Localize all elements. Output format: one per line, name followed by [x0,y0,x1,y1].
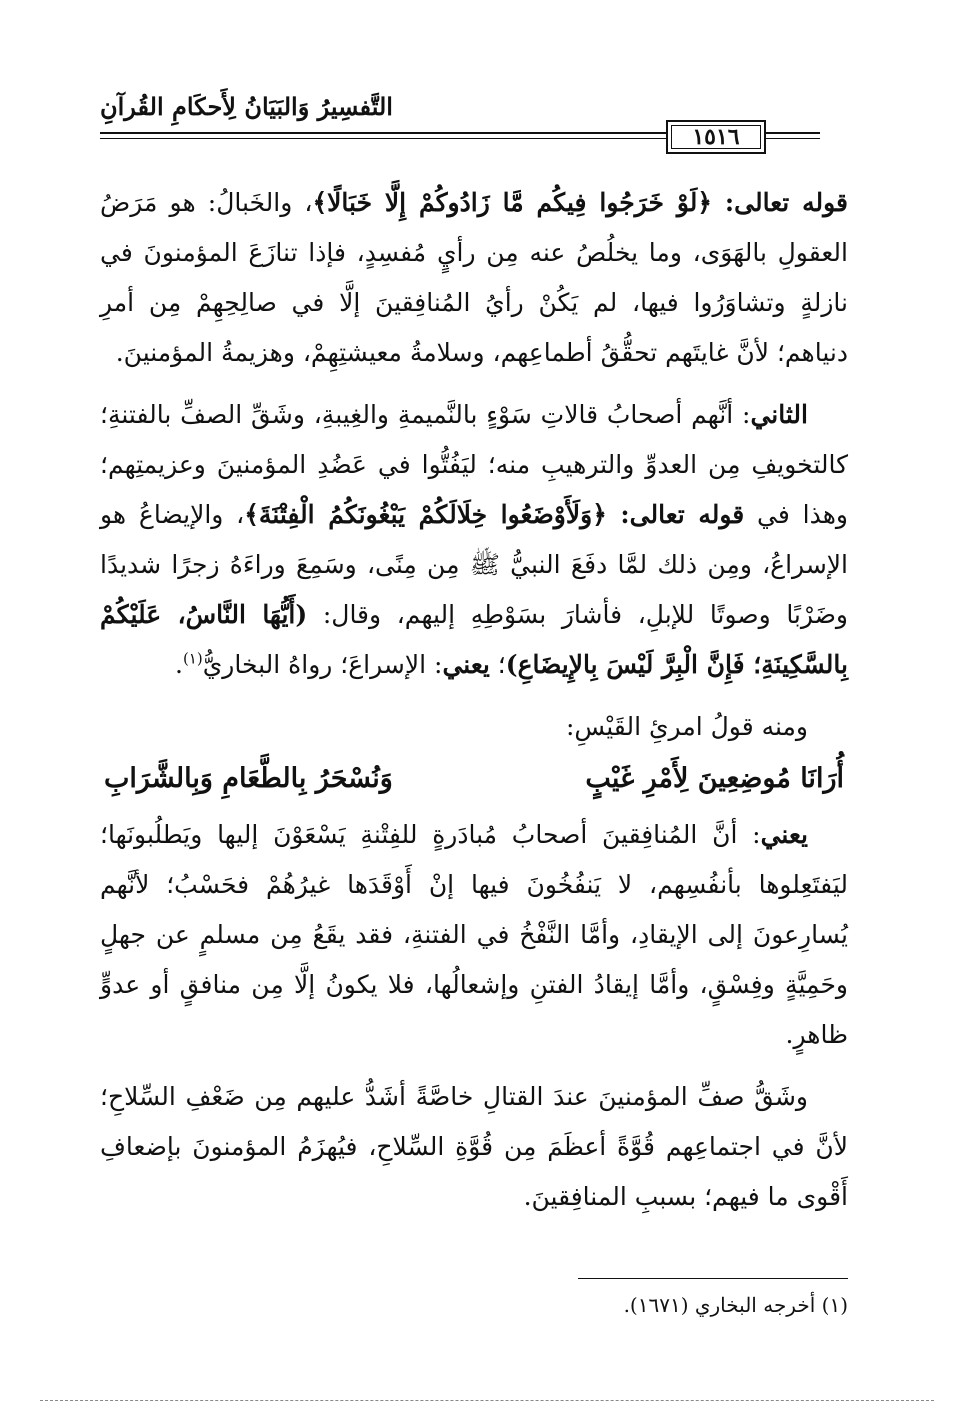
poem-hemistich-1: أُرَانَا مُوضِعِينَ لِأَمْرِ غَيْبٍ [585,763,844,794]
footnote-ref[interactable]: (١) [182,649,203,668]
page-number: ١٥١٦ [666,120,766,154]
yani-lead: يعني [442,650,490,679]
hadith-quote: (أَيُّهَا النَّاسُ، عَلَيْكُمْ بِالسَّكِينَةِ؛ فَإِنَّ الْبِرَّ لَيْسَ بِالإِيضَاعِ) [100,600,848,679]
running-title: التَّفسِيرُ وَالبَيَانُ لِأَحكَامِ القُرآنِ [100,92,393,121]
paragraph-end: . [174,650,183,679]
footnote-rule [578,1278,848,1279]
poem-verse [100,752,848,806]
yani-lead: يعني [760,820,808,849]
paragraph-text: : أنَّ المُنافِقينَ أصحابُ مُبادَرةٍ للفِتْنةِ يَسْعَوْنَ إليها ويَطلُبونَها؛ ليَفتَعِلوها بأنفُسِهم، لا يَنفُخُونَ فيها إنْ أَوْقَدَها غيرُهُمْ فحَسْبُ؛ لأنَّهم يُسارِعونَ إلى الإيقادِ، وأمَّا النَّفْخُ في الفتنةِ، فقد يقَعُ مِن مسلمٍ عن جهلٍ وحَمِيَّةٍ وفِسْقٍ، وأمَّا إيقادُ الفتنِ وإشعالُها، فلا يكونُ إلَّا مِن منافقٍ أو عدوٍّ ظاهرٍ. [100,820,848,1049]
footnote-1 [624,1290,848,1320]
verse-lead: قوله تعالى: [606,500,745,529]
paragraph-2 [100,390,848,690]
paragraph-text: : الإسراعَ؛ رواهُ البخاريُّ [202,650,443,679]
poem-intro: ومنه قولُ امرئِ القَيْسِ: [565,712,808,741]
footnote-marker: (١) [821,1293,848,1317]
verse-lead: قوله تعالى: [712,188,848,217]
paragraph-text: ، والخَبالُ: هو مَرَضُ العقولِ بالهَوَى، وما يخلُصُ عنه مِن رأيٍ مُفسِدٍ، فإذا تنازَعَ المؤمنونَ في نازلةٍ وتشاوَرُوا فيها، لم يَكُنْ رأيُ المُنافِقينَ إلَّا في صالِحِهِمْ مِن أمرِ دنياهم؛ لأنَّ غايتَهم تحقُّقُ أطماعِهم، وسلامةُ معيشتِهِمْ، وهزيمةُ المؤمنينَ. [100,188,848,367]
page-header [100,92,834,152]
poem-hemistich-2: وَنُسْحَرُ بِالطَّعَامِ وَبِالشَّرَابِ [104,763,393,794]
main-text [100,178,848,1234]
scan-edge-line [40,1400,934,1401]
paragraph-5: وشَقُّ صفِّ المؤمنينَ عندَ القتالِ خاصَّةً أشَدُّ عليهم مِن ضَعْفِ السِّلاحِ؛ لأنَّ في اجتماعِهم قُوَّةً أعظَمَ مِن قُوَّةِ السِّلاحِ، فيُهزَمُ المؤمنونَ بإضعافِ أَقْوى ما فيهم؛ بسببِ المنافِقينَ. [100,1082,848,1211]
quran-verse: ﴿وَلَأَوْضَعُوا خِلَالَكُمْ يَبْغُونَكُمُ الْفِتْنَةَ﴾ [244,500,607,529]
paragraph-text: ؛ [489,650,506,679]
paragraph-text: : أنَّهم أصحابُ قالاتِ سَوْءٍ بالنَّميمةِ والغِيبةِ، وشَقِّ الصفِّ بالفتنةِ؛ كالتخويفِ مِن العدوِّ والترهيبِ منه؛ ليَفُتُّوا في عَضُدِ المؤمنينَ وعزيمتِهم؛ وهذا في [100,400,848,529]
paragraph-1 [100,178,848,378]
paragraph-text: ، والإيضاعُ هو الإسراعُ، ومِن ذلك لمَّا دفَعَ النبيُّ ﷺ مِن مِنًى، وسَمِعَ وراءَهُ زجرًا شديدًا وضَرْبًا وصوتًا للإبلِ، فأشارَ بسَوْطِهِ إليهم، وقال: [100,500,848,629]
section-lead: الثاني [750,400,808,429]
quran-verse: ﴿لَوْ خَرَجُوا فِيكُم مَّا زَادُوكُمْ إِلَّا خَبَالًا﴾ [312,188,713,217]
paragraph-4 [100,810,848,1060]
footnote-text: أخرجه البخاري (١٦٧١). [623,1293,816,1317]
